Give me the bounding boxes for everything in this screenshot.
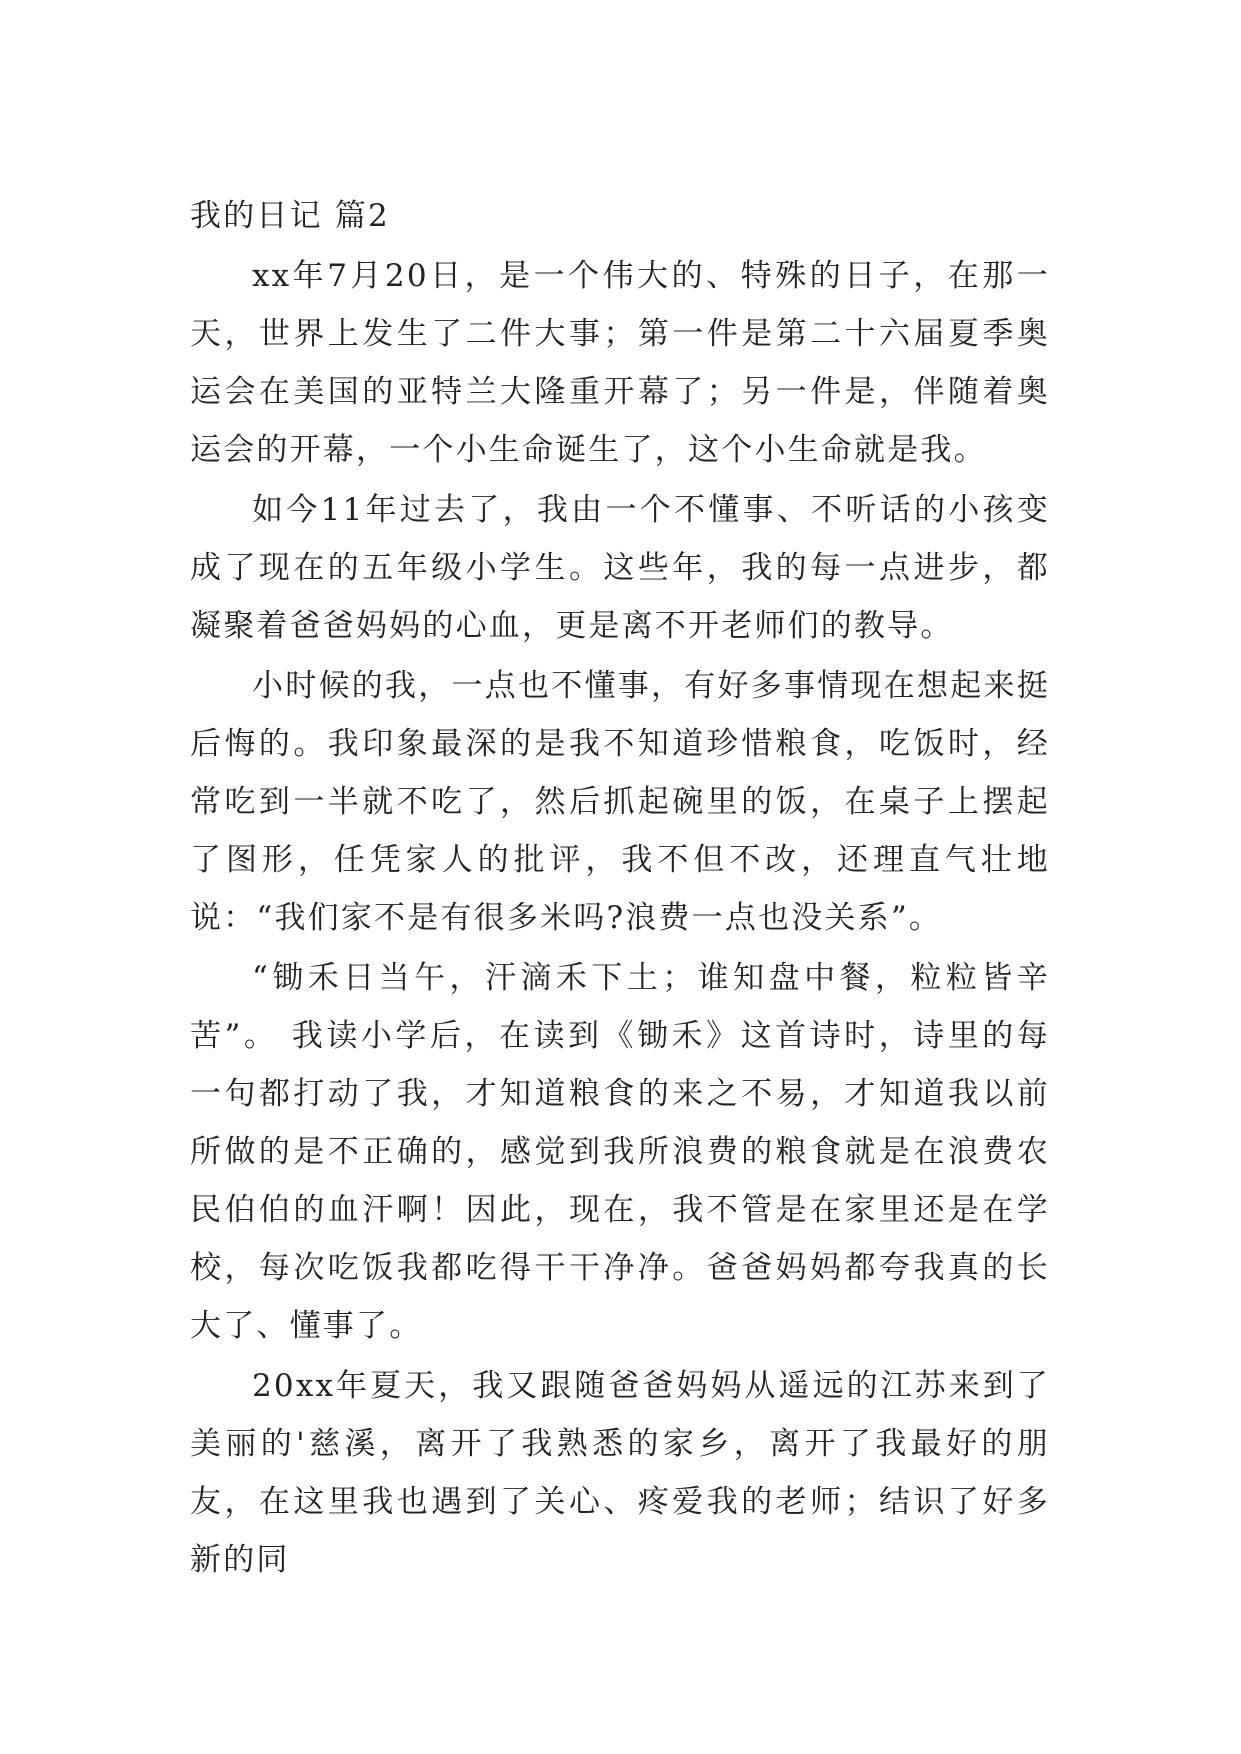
- document-title: 我的日记 篇2: [190, 198, 390, 234]
- paragraph-childhood: 小时候的我，一点也不懂事，有好多事情现在想起来挺后悔的。我印象最深的是我不知道珍惜粮食，吃饭时，经常吃到一半就不吃了，然后抓起碗里的饭，在桌子上摆起了图形，任凭家人的批评，我不但不改，还理直气壮地说：“我们家不是有很多米吗?浪费一点也没关系”。: [190, 668, 1050, 936]
- document-body: [190, 191, 1050, 1589]
- paragraph-birth: xx年7月20日，是一个伟大的、特殊的日子，在那一天，世界上发生了二件大事；第一件是第二十六届夏季奥运会在美国的亚特兰大隆重开幕了；另一件是，伴随着奥运会的开幕，一个小生命诞生了，这个小生命就是我。: [190, 258, 1050, 468]
- paragraph-poem: “锄禾日当午，汗滴禾下土；谁知盘中餐，粒粒皆辛苦”。 我读小学后，在读到《锄禾》这首诗时，诗里的每一句都打动了我，才知道粮食的来之不易，才知道我以前所做的是不正确的，感觉到我所浪费的粮食就是在浪费农民伯伯的血汗啊！因此，现在，我不管是在家里还是在学校，每次吃饭我都吃得干干净净。爸爸妈妈都夸我真的长大了、懂事了。: [190, 960, 1050, 1344]
- paragraph-growth: 如今11年过去了，我由一个不懂事、不听话的小孩变成了现在的五年级小学生。这些年，我的每一点进步，都凝聚着爸爸妈妈的心血，更是离不开老师们的教导。: [190, 492, 1050, 644]
- paragraph-move: 20xx年夏天，我又跟随爸爸妈妈从遥远的江苏来到了美丽的'慈溪，离开了我熟悉的家乡，离开了我最好的朋友，在这里我也遇到了关心、疼爱我的老师；结识了好多新的同: [190, 1368, 1050, 1578]
